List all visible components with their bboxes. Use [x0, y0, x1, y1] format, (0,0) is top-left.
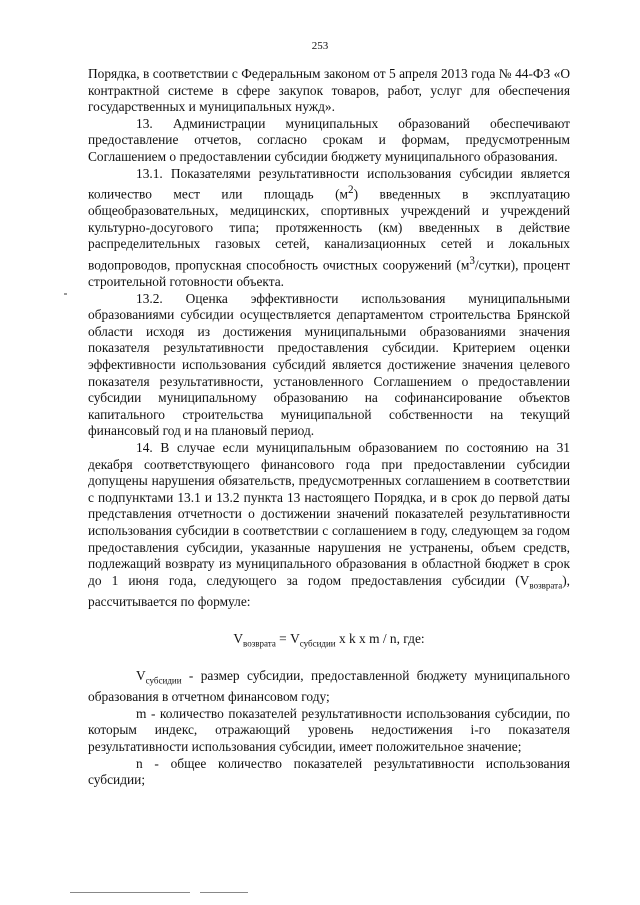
paragraph-14: [88, 440, 570, 611]
p131-sup-1: 2: [348, 184, 354, 197]
def-text: - размер субсидии, предоставленной бюджету муниципального образования в отчетном финансовом году;: [88, 667, 570, 705]
p14-sub: возврата: [529, 580, 563, 591]
def-symbol: n: [136, 755, 143, 771]
margin-mark: [64, 293, 67, 295]
document-body: [88, 66, 570, 789]
p131-sup-2: 3: [469, 255, 475, 267]
footer-rule: [70, 892, 190, 893]
p131-text-a: 13.1. Показателями результативности использования субсидии является количество мест или площадь (м: [88, 165, 570, 202]
page-number: 253: [311, 40, 329, 52]
def-text: - количество показателей результативности использования субсидии, по которым индекс, отражающий уровень недостижения i-го показателя результативности использования субсидии, имеет положительное значение;: [88, 705, 570, 754]
p14-text: 14. В случае если муниципальным образованием по состоянию на 31 декабря соответствующего финансового года при предоставлении субсидии допущены нарушения обязательств, предусмотренных соглашением в соответствии с подпунктами 13.1 и 13.2 пункта 13 настоящего Порядка, и в срок до первой даты представления отчетности о достижении значений показателей результативности использования субсидии в соответствии с соглашением в году, следующем за годом предоставления субсидии, указанные нарушения не устранены, объем средств, подлежащий возврату из муниципального образования в областной бюджет в срок до 1 июня года, следующего за годом предоставления субсидии (V: [88, 440, 570, 588]
definition-n: [88, 756, 570, 789]
p131-text-c: /сутки), процент строительной готовности объекта.: [88, 257, 570, 290]
formula-eq: = V: [275, 630, 300, 646]
formula-rest: x k x m / n, где:: [335, 630, 425, 646]
definition-m: [88, 706, 570, 756]
paragraph-13-2: 13.2. Оценка эффективности использования муниципальными образованиями субсидии осуществляется департаментом строительства Брянской области исходя из достижения муниципальными образованиями значения показателя результативности предоставления субсидии. Критерием оценки эффективности использования субсидий является достижение значения целевого показателя результативности, установленного Соглашением о предоставлении субсидии муниципальному образованию на софинансирование объектов капитального строительства муниципальной собственности на текущий финансовый год и на плановый период.: [88, 290, 570, 439]
formula: [88, 631, 570, 652]
paragraph-continuation: Порядка, в соответствии с Федеральным законом от 5 апреля 2013 года № 44-ФЗ «О контрактной системе в сфере закупок товаров, работ, услуг для обеспечения государственных и муниципальных нужд».: [88, 66, 570, 115]
def-sub: субсидии: [145, 675, 182, 686]
p14-tail: ), рассчитывается по формуле:: [88, 572, 570, 610]
p131-text-b: ) введенных в эксплуатацию общеобразовательных, медицинских, спортивных учреждений и учреждений культурно-досугового типа; протяженность (км) введенных в действие распределительных газовых сетей, канализационных сетей и локальных водопроводов, пропускная способность очистных сооружений (м: [88, 186, 571, 273]
def-symbol: m: [136, 705, 147, 721]
formula-sub-subsidy: субсидии: [299, 638, 336, 649]
definition-v-subsidy: [88, 668, 570, 706]
paragraph-13-1: [88, 166, 570, 291]
formula-sub-return: возврата: [243, 638, 276, 649]
def-symbol: V: [136, 667, 146, 683]
formula-v: V: [233, 630, 244, 646]
def-text: - общее количество показателей результативности использования субсидии;: [88, 755, 570, 788]
paragraph-13: 13. Администрации муниципальных образований обеспечивают предоставление отчетов, согласно срокам и формам, предусмотренным Соглашением о предоставлении субсидии бюджету муниципального образования.: [88, 115, 570, 164]
footer-rule: [200, 892, 248, 893]
